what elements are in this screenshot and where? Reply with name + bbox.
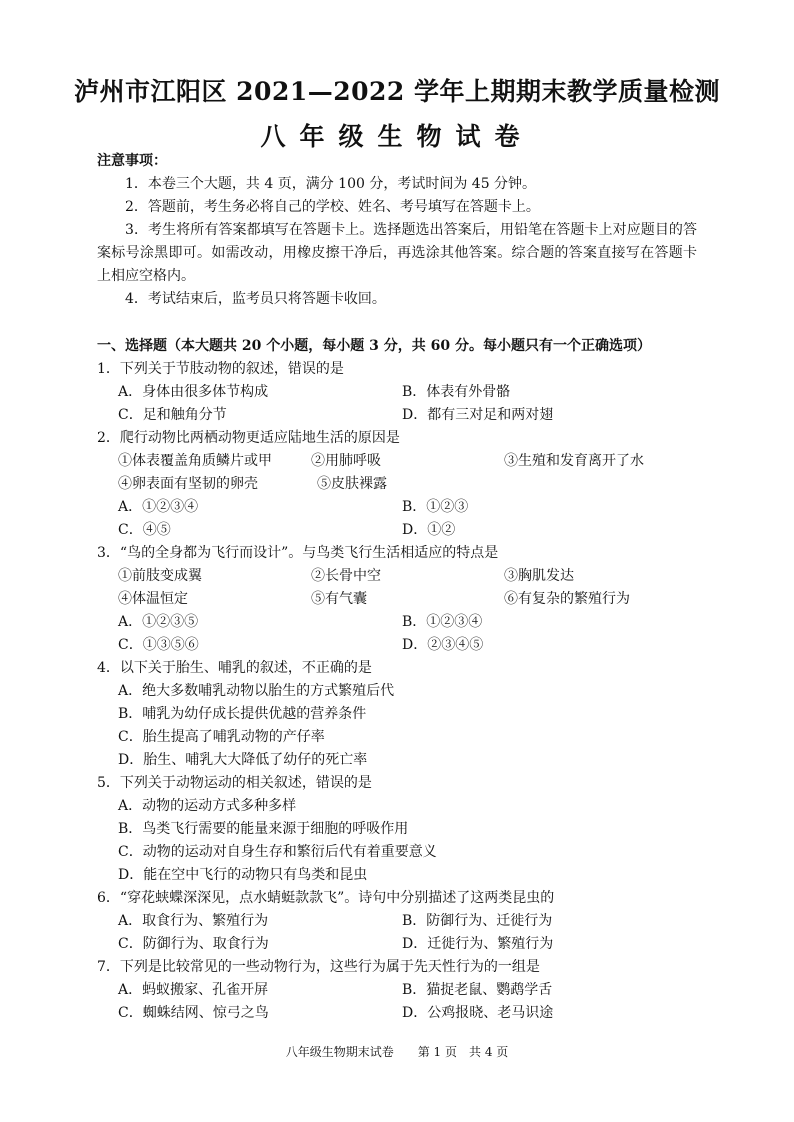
notice-item: 3．考生将所有答案都填写在答题卡上。选择题选出答案后，用铅笔在答题卡上对应题目的答案标号涂黑即可。如需改动，用橡皮擦干净后，再选涂其他答案。综合题的答案直接写在答题卡上相应空格内。 [97, 222, 697, 284]
statement-item: ④体温恒定 [118, 591, 188, 607]
option: C．足和触角分节 [118, 407, 227, 423]
option: D．都有三对足和两对翅 [402, 407, 554, 423]
statement-item: ⑤皮肤裸露 [317, 476, 387, 492]
option: B．①②③④ [402, 614, 483, 630]
question-stem: 2．爬行动物比两栖动物更适应陆地生活的原因是 [97, 430, 400, 446]
statement-item: ①前肢变成翼 [118, 568, 202, 584]
notice-item: 2．答题前，考生务必将自己的学校、姓名、考号填写在答题卡上。 [125, 199, 540, 215]
question-stem: 4．以下关于胎生、哺乳的叙述，不正确的是 [97, 660, 372, 676]
option: D．迁徙行为、繁殖行为 [402, 936, 554, 952]
statement-item: ②长骨中空 [311, 568, 381, 584]
option: B．哺乳为幼仔成长提供优越的营养条件 [118, 706, 367, 722]
question-stem: 6．“穿花蛱蝶深深见，点水蜻蜓款款飞”。诗句中分别描述了这两类昆虫的 [97, 890, 555, 906]
option: A．动物的运动方式多种多样 [118, 798, 297, 814]
option: B．猫捉老鼠、鹦鹉学舌 [402, 982, 553, 998]
section-heading: 一、选择题（本大题共 20 个小题，每小题 3 分，共 60 分。每小题只有一个正确选项） [97, 338, 651, 354]
option: C．动物的运动对自身生存和繁衍后代有着重要意义 [118, 844, 437, 860]
question-stem: 1．下列关于节肢动物的叙述，错误的是 [97, 361, 344, 377]
option: C．胎生提高了哺乳动物的产仔率 [118, 729, 325, 745]
option: A．身体由很多体节构成 [118, 384, 269, 400]
option: D．公鸡报晓、老马识途 [402, 1005, 554, 1021]
exam-title: 泸州市江阳区 2021—2022 学年上期期末教学质量检测 [73, 77, 721, 106]
notice-heading: 注意事项： [97, 153, 167, 169]
option: D．胎生、哺乳大大降低了幼仔的死亡率 [118, 752, 368, 768]
question-stem: 5．下列关于动物运动的相关叙述，错误的是 [97, 775, 372, 791]
question-stem: 3．“鸟的全身都为飞行而设计”。与鸟类飞行生活相适应的特点是 [97, 545, 499, 561]
option: D．①② [402, 522, 456, 538]
option: A．①②③⑤ [118, 614, 199, 630]
option: B．体表有外骨骼 [402, 384, 511, 400]
statement-item: ③生殖和发育离开了水 [504, 453, 644, 469]
question-stem: 7．下列是比较常见的一些动物行为，这些行为属于先天性行为的一组是 [97, 959, 540, 975]
notice-item: 4．考试结束后，监考员只将答题卡收回。 [125, 291, 386, 307]
statement-item: ①体表覆盖角质鳞片或甲 [118, 453, 272, 469]
option: C．①③⑤⑥ [118, 637, 199, 653]
page-footer: 八年级生物期末试卷 第 1 页 共 4 页 [285, 1045, 509, 1059]
statement-item: ③胸肌发达 [504, 568, 574, 584]
option: D．能在空中飞行的动物只有鸟类和昆虫 [118, 867, 368, 883]
option: A．取食行为、繁殖行为 [118, 913, 269, 929]
option: A．蚂蚁搬家、孔雀开屏 [118, 982, 269, 998]
option: B．①②③ [402, 499, 469, 515]
option: D．②③④⑤ [402, 637, 484, 653]
statement-item: ⑥有复杂的繁殖行为 [504, 591, 630, 607]
statement-item: ④卵表面有坚韧的卵壳 [118, 476, 258, 492]
exam-subtitle: 八年级生物试卷 [260, 122, 534, 151]
statement-item: ⑤有气囊 [311, 591, 367, 607]
option: A．①②③④ [118, 499, 199, 515]
exam-content [97, 150, 697, 1025]
option: C．④⑤ [118, 522, 171, 538]
statement-item: ②用肺呼吸 [311, 453, 381, 469]
option: A．绝大多数哺乳动物以胎生的方式繁殖后代 [118, 683, 395, 699]
notice-item: 1．本卷三个大题，共 4 页，满分 100 分，考试时间为 45 分钟。 [125, 176, 537, 192]
option: C．蜘蛛结网、惊弓之鸟 [118, 1005, 269, 1021]
option: C．防御行为、取食行为 [118, 936, 269, 952]
option: B．防御行为、迁徙行为 [402, 913, 553, 929]
option: B．鸟类飞行需要的能量来源于细胞的呼吸作用 [118, 821, 409, 837]
